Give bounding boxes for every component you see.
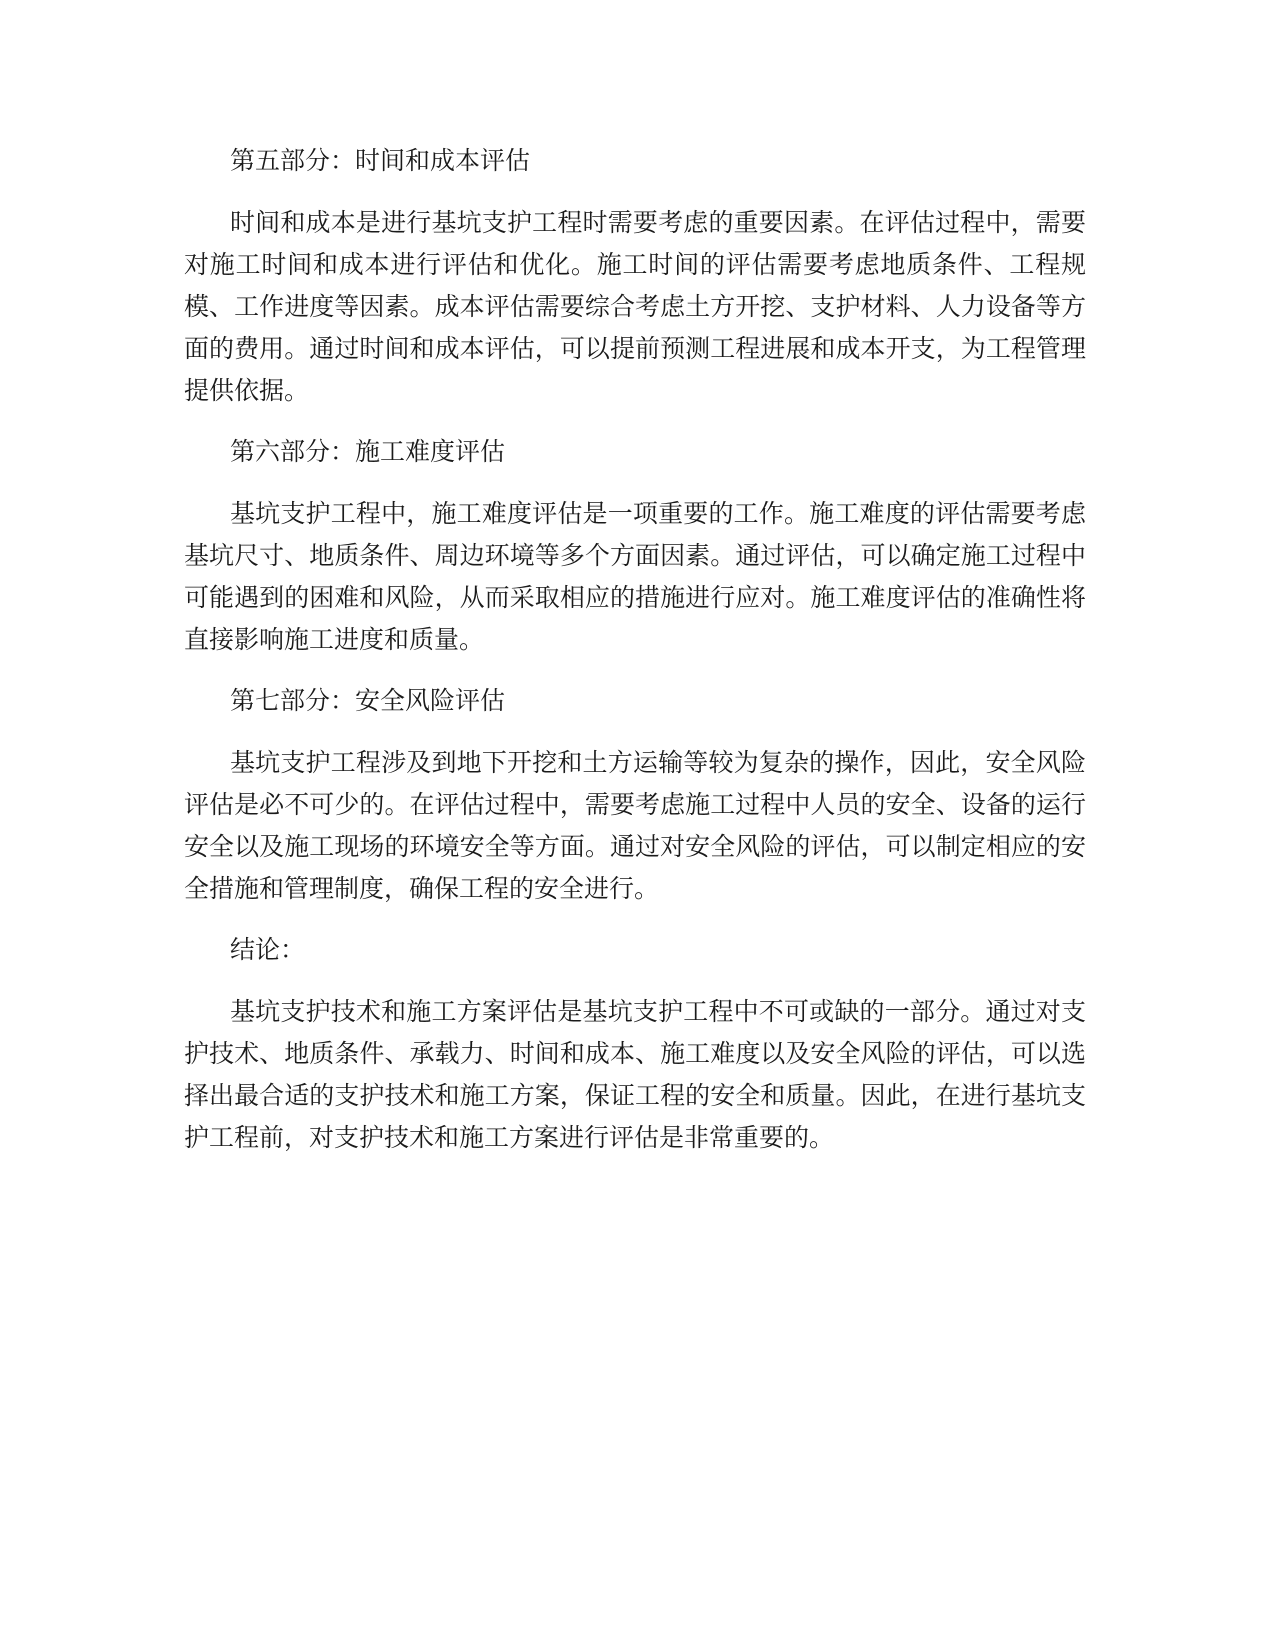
conclusion-heading: 结论： [230, 935, 306, 964]
conclusion-paragraph: 基坑支护技术和施工方案评估是基坑支护工程中不可或缺的一部分。通过对支护技术、地质条件、承载力、时间和成本、施工难度以及安全风险的评估，可以选择出最合适的支护技术和施工方案，保证工程的安全和质量。因此，在进行基坑支护工程前，对支护技术和施工方案进行评估是非常重要的。 [184, 997, 1086, 1152]
section-heading-6: 第六部分：施工难度评估 [230, 437, 506, 466]
section-heading-7: 第七部分：安全风险评估 [230, 686, 506, 715]
document-body [184, 140, 1086, 1159]
section-paragraph-5: 时间和成本是进行基坑支护工程时需要考虑的重要因素。在评估过程中，需要对施工时间和成本进行评估和优化。施工时间的评估需要考虑地质条件、工程规模、工作进度等因素。成本评估需要综合考虑土方开挖、支护材料、人力设备等方面的费用。通过时间和成本评估，可以提前预测工程进展和成本开支，为工程管理提供依据。 [184, 208, 1086, 405]
section-paragraph-6: 基坑支护工程中，施工难度评估是一项重要的工作。施工难度的评估需要考虑基坑尺寸、地质条件、周边环境等多个方面因素。通过评估，可以确定施工过程中可能遇到的困难和风险，从而采取相应的措施进行应对。施工难度评估的准确性将直接影响施工进度和质量。 [184, 499, 1086, 654]
section-paragraph-7: 基坑支护工程涉及到地下开挖和土方运输等较为复杂的操作，因此，安全风险评估是必不可少的。在评估过程中，需要考虑施工过程中人员的安全、设备的运行安全以及施工现场的环境安全等方面。通过对安全风险的评估，可以制定相应的安全措施和管理制度，确保工程的安全进行。 [184, 748, 1086, 903]
section-heading-5: 第五部分：时间和成本评估 [230, 146, 531, 175]
